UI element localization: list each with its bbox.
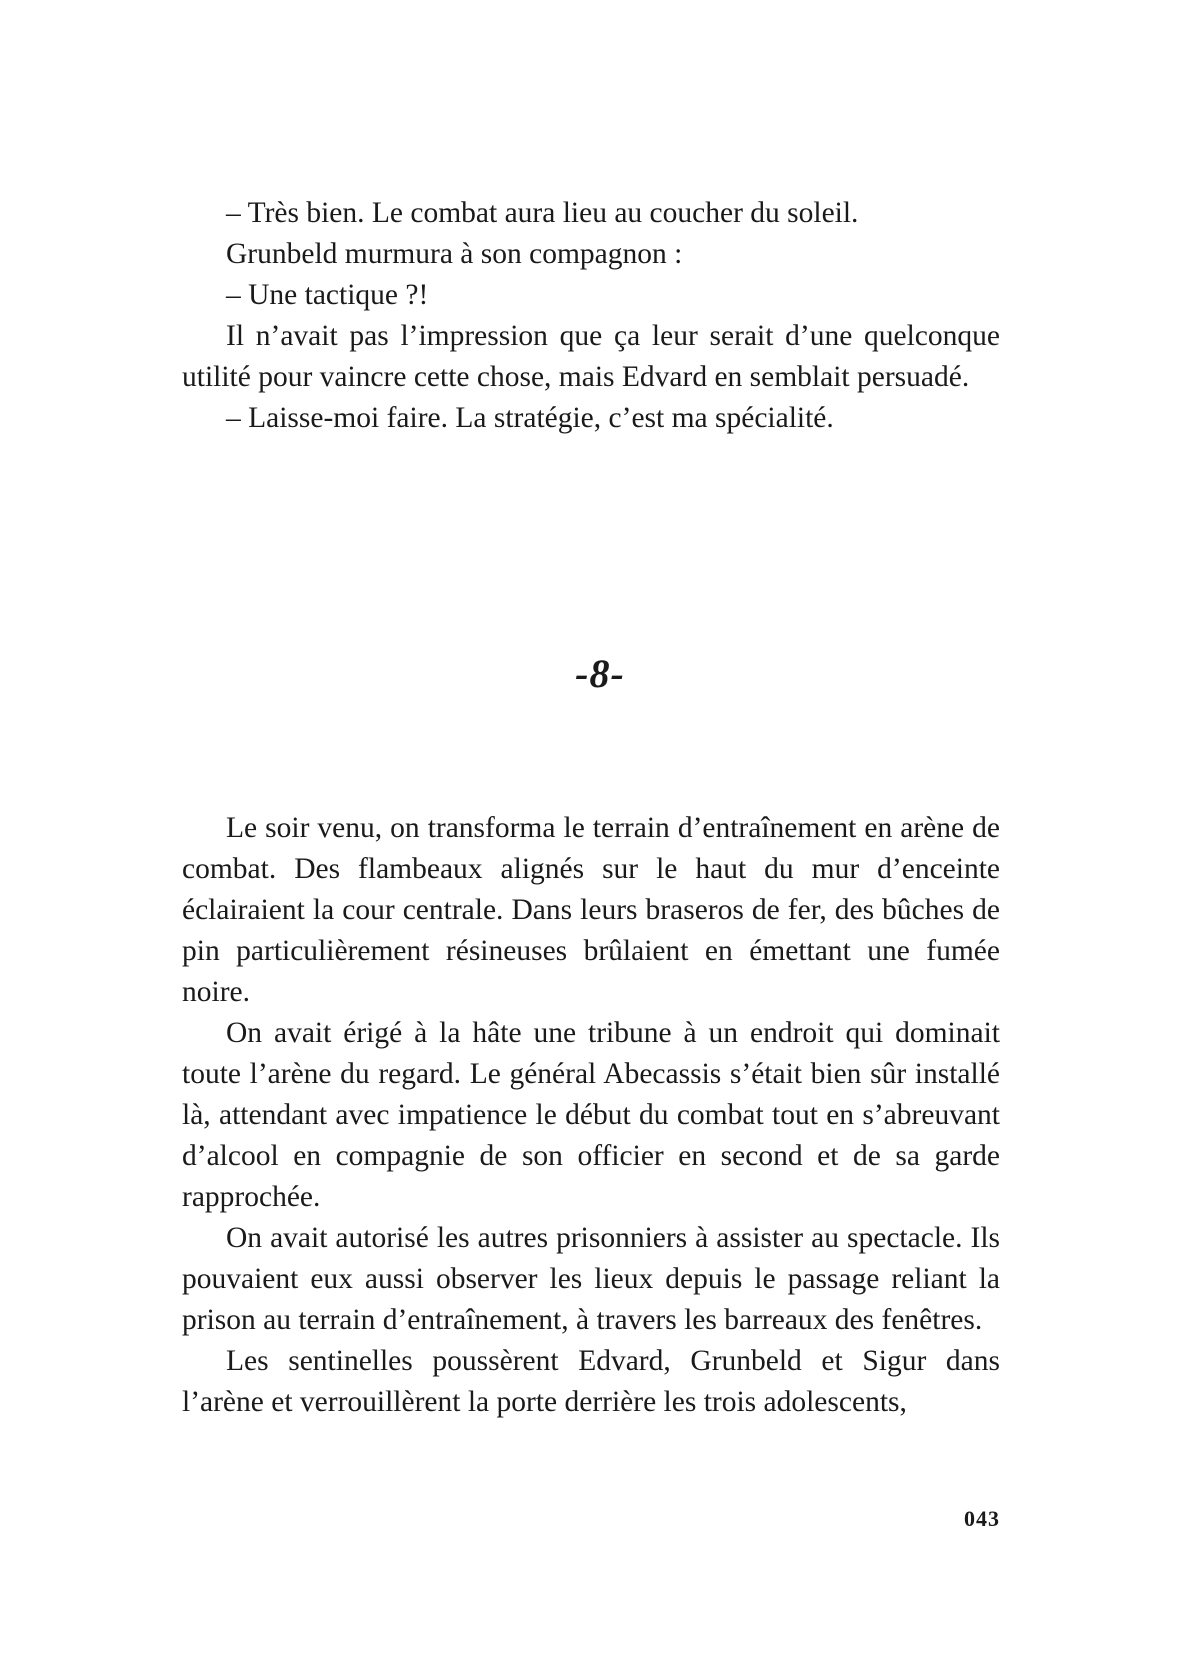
paragraph: On avait érigé à la hâte une tribune à un endroit qui dominait toute l’arène du regard. Le général Abecassis s’était bien sûr installé là, attendant avec impatience le début du combat tout en s’abreuvant d’alcool en compagnie de son officier en second et de sa garde rapprochée. (182, 1017, 1000, 1213)
bottom-text-block (182, 808, 1000, 1423)
paragraph: Le soir venu, on transforma le terrain d’entraînement en arène de combat. Des flambeaux alignés sur le haut du mur d’enceinte éclairaient la cour centrale. Dans leurs braseros de fer, des bûches de pin particulièrement résineuses brûlaient en émettant une fumée noire. (182, 812, 1000, 1008)
paragraph: Grunbeld murmura à son compagnon : (226, 238, 683, 270)
paragraph: – Très bien. Le combat aura lieu au coucher du soleil. (226, 197, 859, 229)
page-number: 043 (964, 1506, 1000, 1531)
top-text-block (182, 193, 1000, 439)
chapter-heading: -8- (575, 651, 625, 696)
paragraph: – Une tactique ?! (226, 279, 429, 311)
paragraph: – Laisse-moi faire. La stratégie, c’est ma spécialité. (226, 402, 834, 434)
paragraph: On avait autorisé les autres prisonniers à assister au spectacle. Ils pouvaient eux aussi observer les lieux depuis le passage reliant la prison au terrain d’entraînement, à travers les barreaux des fenêtres. (182, 1222, 1000, 1336)
paragraph: Les sentinelles poussèrent Edvard, Grunbeld et Sigur dans l’arène et verrouillèrent la porte derrière les trois adolescents, (182, 1345, 1000, 1418)
paragraph: Il n’avait pas l’impression que ça leur serait d’une quelconque utilité pour vaincre cette chose, mais Edvard en semblait persuadé. (182, 320, 1000, 393)
